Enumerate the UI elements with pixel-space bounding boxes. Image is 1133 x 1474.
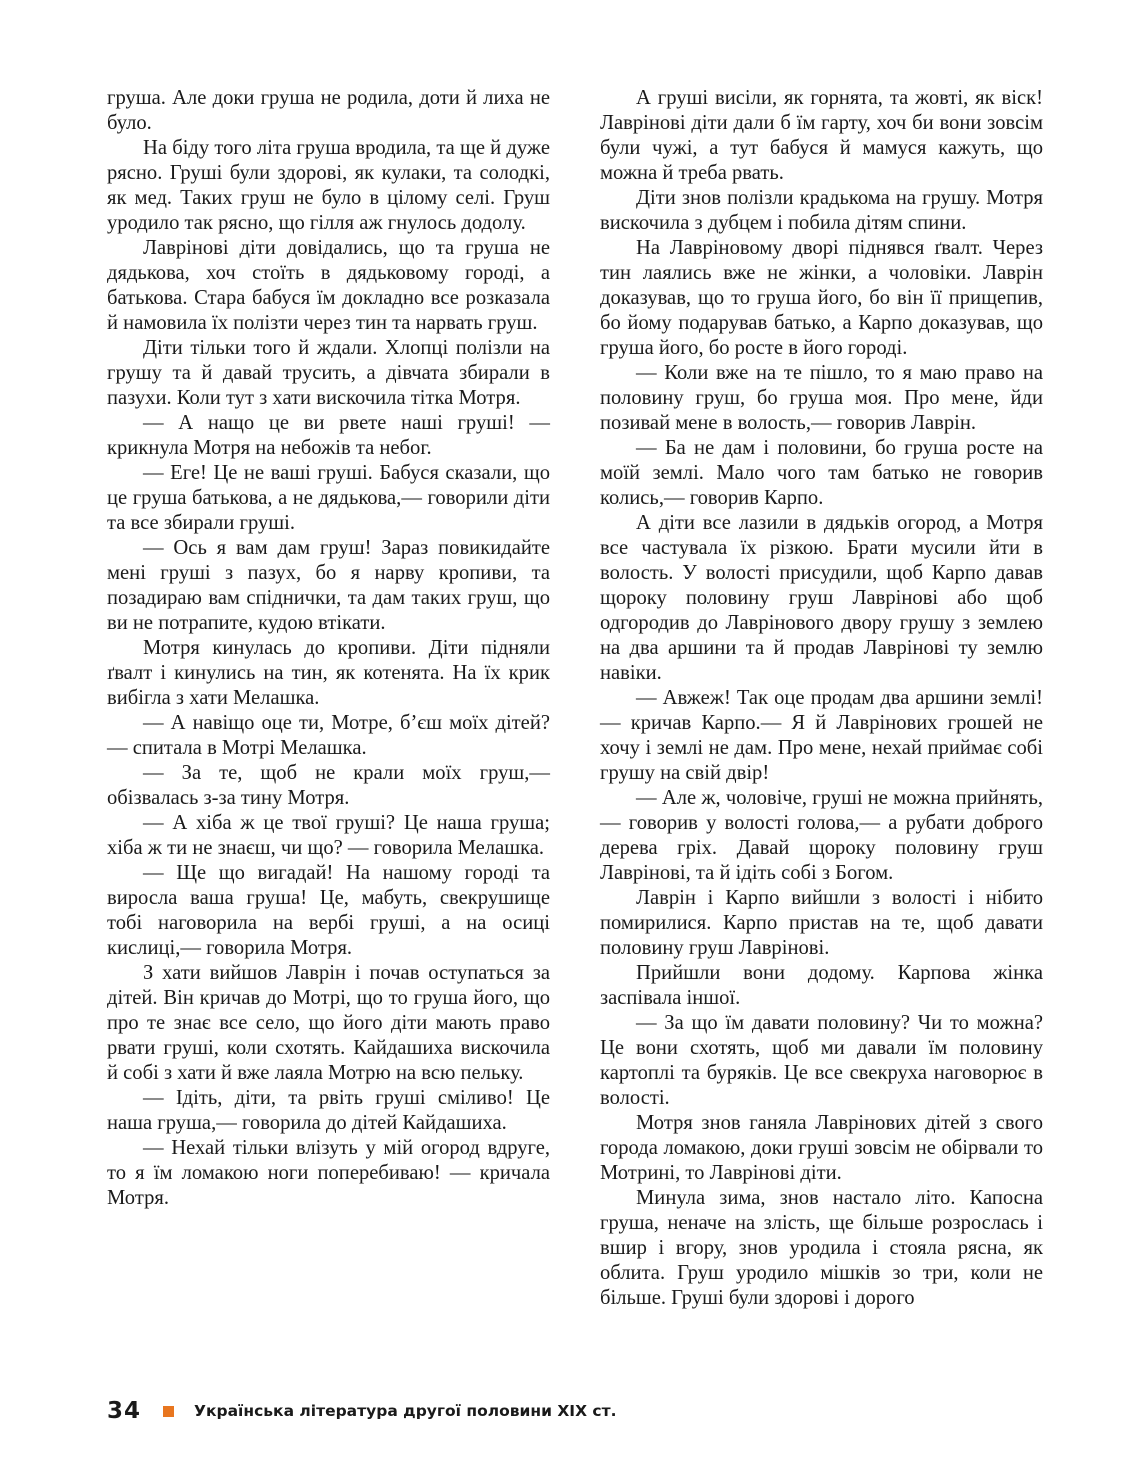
paragraph: А груші висіли, як горнята, та жовті, як віск! Лаврінові діти дали б їм гарту, хоч би вони зовсім були чужі, а тут бабуся й мамуся кажуть, що можна й треба рвать. bbox=[600, 87, 1043, 184]
paragraph: — А нащо це ви рвете наші груші! — крикнула Мотря на небожів та небог. bbox=[107, 412, 550, 459]
paragraph: Мотря кинулась до кропиви. Діти підняли ґвалт і кинулись на тин, як котенята. На їх крик вибігла з хати Мелашка. bbox=[107, 637, 550, 709]
paragraph: Прийшли вони додому. Карпова жінка заспівала іншої. bbox=[600, 962, 1043, 1009]
paragraph: Минула зима, знов настало літо. Капосна груша, неначе на злість, ще більше розрослась і вшир і вгору, знов уродила і стояла рясна, як облита. Груш уродило мішків зо три, коли не більше. Груші були здорові і дорого bbox=[600, 1187, 1043, 1309]
right-column bbox=[600, 86, 1043, 1311]
paragraph: — Авжеж! Так оце продам два аршини землі! — кричав Карпо.— Я й Лаврінових грошей не хочу і землі не дам. Про мене, нехай приймає собі грушу на свій двір! bbox=[600, 687, 1043, 784]
paragraph: — Еге! Це не ваші груші. Бабуся сказали, що це груша батькова, а не дядькова,— говорили діти та все збирали груші. bbox=[107, 462, 550, 534]
paragraph: Лаврінові діти довідались, що та груша не дядькова, хоч стоїть в дядьковому городі, а батькова. Стара бабуся їм докладно все розказала й намовила їх полізти через тин та нарвать груш. bbox=[107, 237, 550, 334]
paragraph: Лаврін і Карпо вийшли з волості і нібито помирилися. Карпо пристав на те, щоб давати половину груш Лаврінові. bbox=[600, 887, 1043, 959]
paragraph: груша. Але доки груша не родила, доти й лиха не було. bbox=[107, 87, 550, 134]
page-footer bbox=[107, 1396, 616, 1426]
orange-square-icon bbox=[163, 1406, 174, 1417]
paragraph: А діти все лазили в дядьків огород, а Мотря все частувала їх різкою. Брати мусили йти в волость. У волості присудили, щоб Карпо давав щороку половину груш Лаврінові або щоб одгородив до Лаврінового двору грушу з землею на два аршини та й продав Лаврінові ту землю навіки. bbox=[600, 512, 1043, 684]
paragraph: — Але ж, чоловіче, груші не можна прийнять,— говорив у волості голова,— а рубати доброго дерева гріх. Давай щороку половину груш Лаврінові, та й ідіть собі з Богом. bbox=[600, 787, 1043, 884]
paragraph: — А навіщо оце ти, Мотре, б’єш моїх дітей? — спитала в Мотрі Мелашка. bbox=[107, 712, 550, 759]
paragraph: На біду того літа груша вродила, та ще й дуже рясно. Груші були здорові, як кулаки, та солодкі, як мед. Таких груш не було в цілому селі. Груш уродило так рясно, що гілля аж гнулось додолу. bbox=[107, 137, 550, 234]
paragraph: — За що їм давати половину? Чи то можна? Це вони схотять, щоб ми давали їм половину картоплі та буряків. Це все свекруха наговорює в волості. bbox=[600, 1012, 1043, 1109]
paragraph: На Лавріновому дворі піднявся ґвалт. Через тин лаялись вже не жінки, а чоловіки. Лаврін доказував, що то груша його, бо він її прищепив, бо йому подарував батько, а Карпо доказував, що груша його, бо росте в його городі. bbox=[600, 237, 1043, 359]
paragraph: — Ось я вам дам груш! Зараз повикидайте мені груші з пазух, бо я нарву кропиви, та позадираю вам спіднички, та дам таких груш, що ви не потрапите, кудою втікати. bbox=[107, 537, 550, 634]
paragraph: Діти знов полізли крадькома на грушу. Мотря вискочила з дубцем і побила дітям спини. bbox=[600, 187, 1043, 234]
paragraph: — Ідіть, діти, та рвіть груші сміливо! Це наша груша,— говорила до дітей Кайдашиха. bbox=[107, 1087, 550, 1134]
paragraph: — За те, щоб не крали моїх груш,— обізвалась з-за тину Мотря. bbox=[107, 762, 550, 809]
page-number: 34 bbox=[107, 1398, 142, 1424]
paragraph: — А хіба ж це твої груші? Це наша груша; хіба ж ти не знаєш, чи що? — говорила Мелашка. bbox=[107, 812, 550, 859]
paragraph: — Ба не дам і половини, бо груша росте на моїй землі. Мало чого там батько не говорив колись,— говорив Карпо. bbox=[600, 437, 1043, 509]
paragraph: — Нехай тільки влізуть у мій огород вдруге, то я їм ломакою ноги поперебиваю! — кричала Мотря. bbox=[107, 1137, 550, 1209]
paragraph: Діти тільки того й ждали. Хлопці полізли на грушу та й давай трусить, а дівчата збирали в пазухи. Коли тут з хати вискочила тітка Мотря. bbox=[107, 337, 550, 409]
paragraph: З хати вийшов Лаврін і почав оступаться за дітей. Він кричав до Мотрі, що то груша його, що про те знає все село, що його діти мають право рвати груші, коли схотять. Кайдашиха вискочила й собі з хати й вже лаяла Мотрю на всю пельку. bbox=[107, 962, 550, 1084]
paragraph: — Ще що вигадай! На нашому городі та виросла ваша груша! Це, мабуть, свекрушище тобі наговорила на вербі груші, а на осиці кислиці,— говорила Мотря. bbox=[107, 862, 550, 959]
paragraph: — Коли вже на те пішло, то я маю право на половину груш, бо груша моя. Про мене, йди позивай мене в волость,— говорив Лаврін. bbox=[600, 362, 1043, 434]
running-title: Українська література другої половини XIX ст. bbox=[194, 1402, 617, 1420]
paragraph: Мотря знов ганяла Лаврінових дітей з свого города ломакою, доки груші зовсім не обірвали то Мотрині, то Лаврінові діти. bbox=[600, 1112, 1043, 1184]
left-column bbox=[107, 86, 550, 1211]
